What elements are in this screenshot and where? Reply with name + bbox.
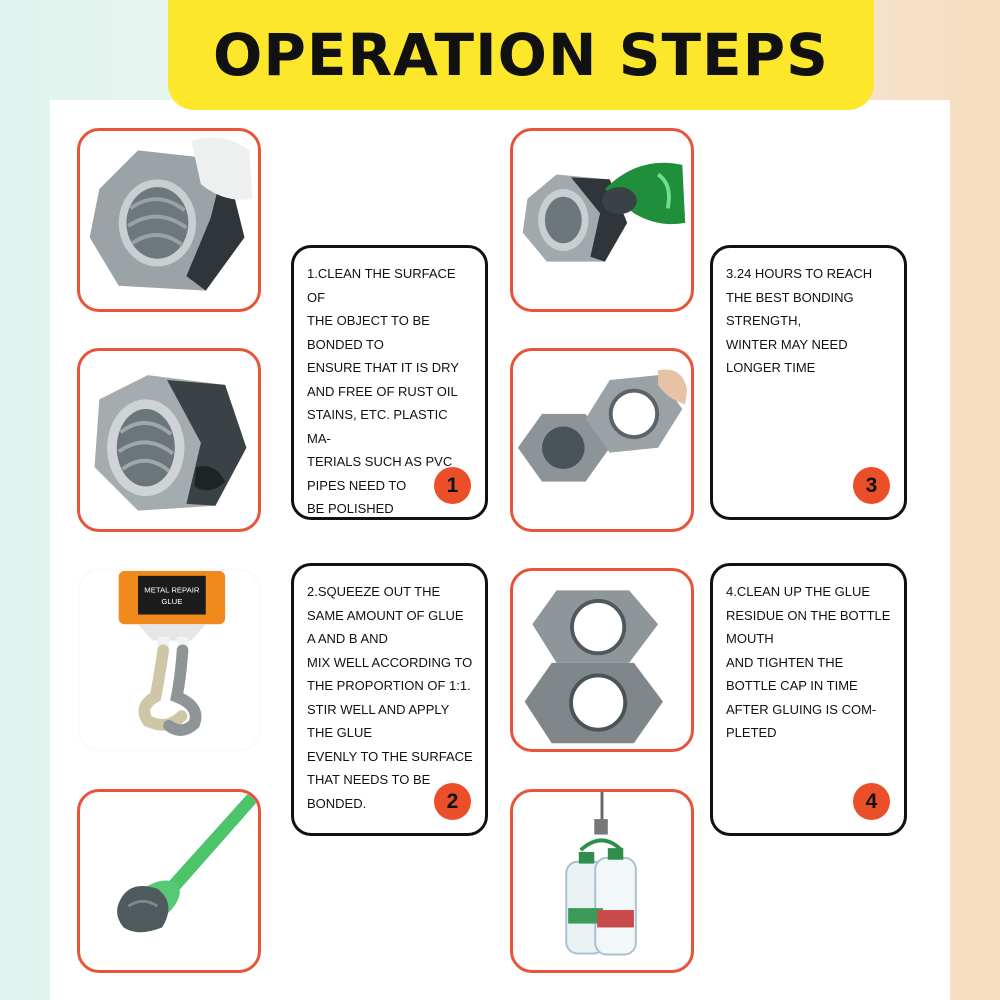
- tube-label-line2: GLUE: [161, 596, 183, 606]
- step-text: 4.CLEAN UP THE GLUE RESIDUE ON THE BOTTLE MOUTH AND TIGHTEN THE BOTTLE CAP IN TIME AFTER GLUING IS COM- PLETED: [726, 584, 891, 740]
- tube-label-line1: METAL REPAIR: [144, 585, 200, 595]
- step-text: 3.24 HOURS TO REACH THE BEST BONDING STRENGTH, WINTER MAY NEED LONGER TIME: [726, 266, 873, 375]
- step-number-badge: 1: [434, 467, 471, 504]
- step-card-2: [291, 563, 488, 836]
- photo-nuts-stacked: [510, 568, 694, 752]
- photo-nut-glued: [77, 348, 261, 532]
- photo-bottles-hanging: [510, 789, 694, 973]
- photo-glue-apply: [510, 128, 694, 312]
- photo-glue-squeeze: [77, 568, 261, 752]
- step-card-4: [710, 563, 907, 836]
- spatula-illustration: [80, 792, 258, 970]
- nuts-stacked-illustration: [513, 571, 691, 749]
- nut-glued-illustration: [80, 351, 258, 529]
- photo-spatula-mix: [77, 789, 261, 973]
- step-card-3: [710, 245, 907, 520]
- title-banner: [168, 0, 874, 110]
- step-text: 2.SQUEEZE OUT THE SAME AMOUNT OF GLUE A AND B AND MIX WELL ACCORDING TO THE PROPORTION OF 1:1. STIR WELL AND APPLY THE GLUE EVENLY TO THE SURFACE THAT NEEDS TO BE BONDED.: [307, 584, 473, 811]
- step-number-badge: 2: [434, 783, 471, 820]
- step-text: 1.CLEAN THE SURFACE OF THE OBJECT TO BE BONDED TO ENSURE THAT IT IS DRY AND FREE OF RUST OIL STAINS, ETC. PLASTIC MA- TERIALS SUCH AS PVC PIPES NEED TO BE POLISHED: [307, 266, 459, 516]
- step-card-1: [291, 245, 488, 520]
- glue-apply-illustration: [513, 131, 691, 309]
- bottles-hanging-illustration: [513, 792, 691, 970]
- step-number-badge: 4: [853, 783, 890, 820]
- nut-wipe-illustration: [80, 131, 258, 309]
- glue-squeeze-illustration: [80, 571, 258, 749]
- nuts-bonded-illustration: [513, 351, 691, 529]
- photo-nut-wiping: [77, 128, 261, 312]
- photo-nuts-bonded: [510, 348, 694, 532]
- page-title: OPERATION STEPS: [213, 21, 829, 89]
- step-number-badge: 3: [853, 467, 890, 504]
